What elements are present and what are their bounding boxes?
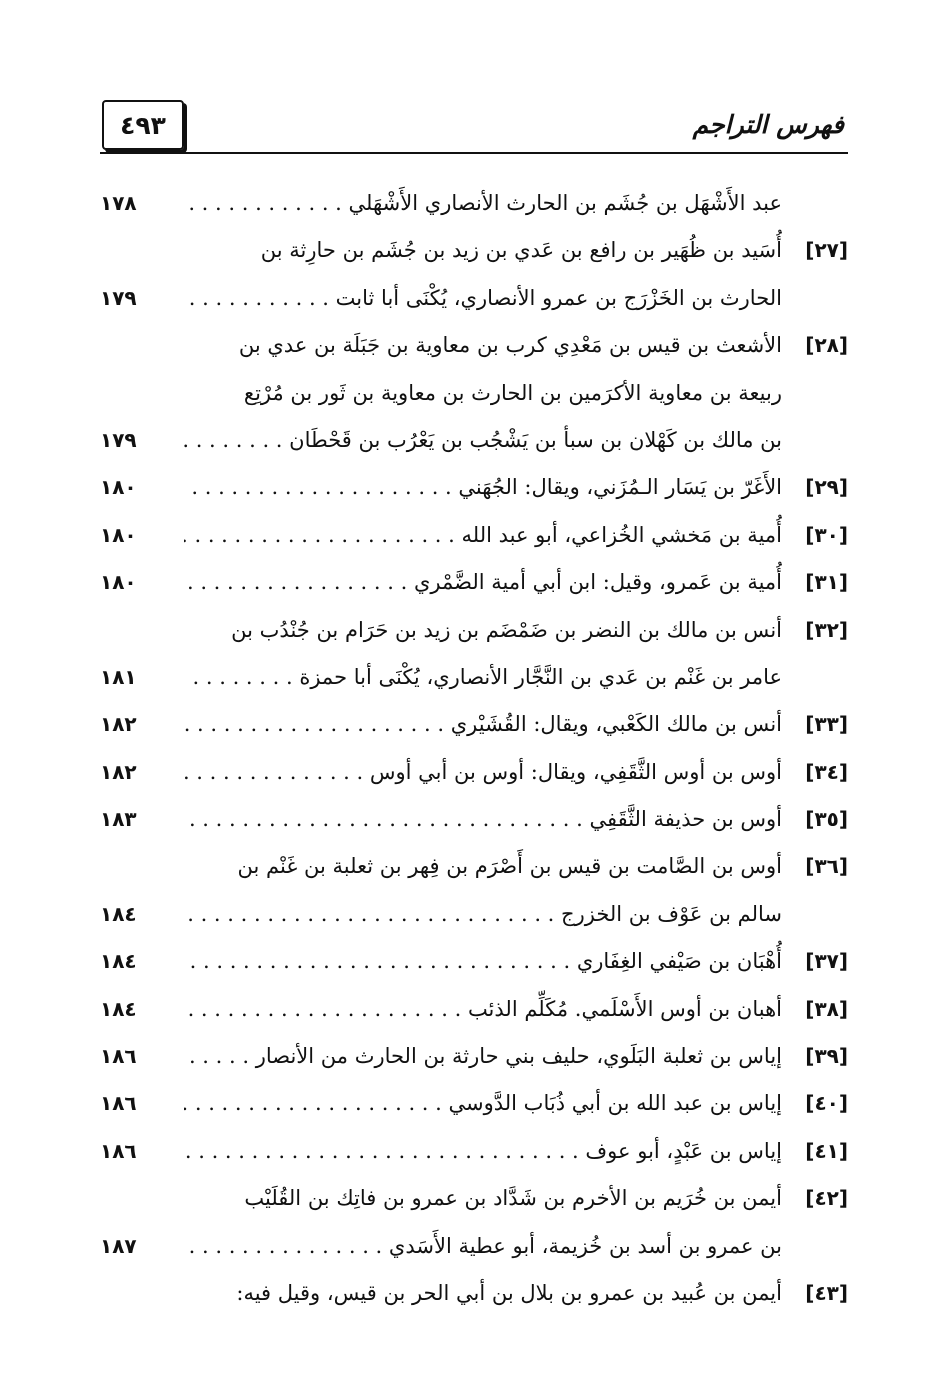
entry-number: [٢٧] <box>805 238 848 263</box>
entry-text: أُهْبَان بن صَيْفي الغِفَاري . . . <box>184 938 782 985</box>
entry-page-ref: ١٨٤ <box>100 901 137 926</box>
entry-number: [٢٩] <box>805 475 848 500</box>
entry-text: الأشعث بن قيس بن مَعْدِي كرب بن معاوية بن جَبَلَة بن عدي بن <box>238 333 782 358</box>
index-entry-line <box>100 1223 848 1270</box>
index-entry-line <box>100 1270 848 1317</box>
entry-text: الأَغَرّ بن يَسَار الـمُزَني، ويقال: الجُهَني . . . <box>184 464 782 511</box>
index-entry-line <box>100 607 848 654</box>
entry-text: أنس بن مالك بن النضر بن ضَمْضَم بن زيد بن حَرَام بن جُنْدُب بن <box>231 617 782 642</box>
entry-number: [٣٤] <box>805 759 848 784</box>
index-entry-line <box>100 891 848 938</box>
entry-page-ref: ١٨٢ <box>100 712 137 737</box>
entry-number: [٣٧] <box>805 949 848 974</box>
entry-text: أيمن بن خُرَيم بن الأخرم بن شَدَّاد بن عمرو بن فاتِك بن القُلَيْب <box>244 1186 782 1211</box>
index-entry-line <box>100 701 848 748</box>
entry-text: أنس بن مالك الكَعْبي، ويقال: القُشَيْري . . . <box>184 701 782 748</box>
index-entry-line <box>100 559 848 606</box>
entry-text: إياس بن ثعلبة البَلَوي، حليف بني حارثة بن الحارث من الأنصار . . . <box>184 1033 782 1080</box>
page-title: فهرس التراجم <box>692 110 844 139</box>
index-entry-line <box>100 1175 848 1222</box>
entry-page-ref: ١٨٦ <box>100 1044 137 1069</box>
entry-number: [٢٨] <box>805 333 848 358</box>
entry-number: [٤٠] <box>805 1091 848 1116</box>
entry-text: عبد الأَشْهَل بن جُشَم بن الحارث الأنصاري الأَشْهَلي . . . <box>184 180 782 227</box>
index-entry-line <box>100 322 848 369</box>
page-header <box>100 98 848 158</box>
entry-text: إياس بن عَبْدٍ، أبو عوف . . . <box>184 1128 782 1175</box>
entry-text: أوس بن حذيفة الثَّقَفِي . . . <box>184 796 782 843</box>
entry-text: بن مالك بن كَهْلان بن سبأ بن يَشْجُب بن يَعْرُب بن قَحْطَان . . . <box>184 417 782 464</box>
index-entry-line <box>100 417 848 464</box>
entry-page-ref: ١٨١ <box>100 664 137 689</box>
entry-number: [٣٦] <box>805 854 848 879</box>
entry-page-ref: ١٧٩ <box>100 285 137 310</box>
entry-text: بن عمرو بن أسد بن خُزيمة، أبو عطية الأَسَدي . . . <box>184 1223 782 1270</box>
entry-number: [٣٥] <box>805 807 848 832</box>
entry-number: [٣٨] <box>805 996 848 1021</box>
entry-page-ref: ١٨٠ <box>100 570 137 595</box>
entry-number: [٣٠] <box>805 522 848 547</box>
header-divider <box>100 152 848 154</box>
entry-text: الحارث بن الخَزْرَج بن عمرو الأنصاري، يُكْنَى أبا ثابت . . . <box>184 275 782 322</box>
entry-text: ربيعة بن معاوية الأكرَمين بن الحارث بن معاوية بن ثَور بن مُرْتِع <box>243 380 782 405</box>
entry-number: [٤٢] <box>805 1186 848 1211</box>
index-entry-line <box>100 464 848 511</box>
entry-page-ref: ١٨٤ <box>100 996 137 1021</box>
index-entry-line <box>100 1128 848 1175</box>
entry-number: [٣٩] <box>805 1044 848 1069</box>
entry-number: [٣٣] <box>805 712 848 737</box>
entry-text: أُمية بن عَمرو، وقيل: ابن أبي أمية الضَّمْري . . . <box>184 559 782 606</box>
index-entry-line <box>100 1080 848 1127</box>
index-entries <box>100 180 848 1317</box>
entry-page-ref: ١٨٣ <box>100 807 137 832</box>
index-entry-line <box>100 227 848 274</box>
entry-number: [٣١] <box>805 570 848 595</box>
entry-text: سالم بن عَوْف بن الخزرج . . . <box>184 891 782 938</box>
index-entry-line <box>100 370 848 417</box>
entry-number: [٤١] <box>805 1138 848 1163</box>
index-entry-line <box>100 796 848 843</box>
entry-page-ref: ١٨٦ <box>100 1091 137 1116</box>
entry-page-ref: ١٨٤ <box>100 949 137 974</box>
entry-text: أهبان بن أوس الأَسْلَمي. مُكَلِّم الذئب . . . <box>184 986 782 1033</box>
entry-page-ref: ١٨٧ <box>100 1233 137 1258</box>
index-entry-line <box>100 180 848 227</box>
entry-number: [٤٣] <box>805 1280 848 1305</box>
index-entry-line <box>100 1033 848 1080</box>
index-entry-line <box>100 938 848 985</box>
index-entry-line <box>100 986 848 1033</box>
index-entry-line <box>100 654 848 701</box>
entry-text: أوس بن الصَّامت بن قيس بن أَصْرَم بن فِهر بن ثعلبة بن غَنْم بن <box>237 854 782 879</box>
index-entry-line <box>100 749 848 796</box>
entry-text: عامر بن غَنْم بن عَدي بن النَّجَّار الأنصاري، يُكْنَى أبا حمزة . . . <box>184 654 782 701</box>
entry-text: أُسَيد بن ظُهَير بن رافع بن عَدي بن زيد بن جُشَم بن حارِثة بن <box>260 238 782 263</box>
index-entry-line <box>100 275 848 322</box>
entry-page-ref: ١٨٦ <box>100 1138 137 1163</box>
index-entry-line <box>100 512 848 559</box>
entry-text: أوس بن أوس الثَّقَفِي، ويقال: أوس بن أبي أوس . . . <box>184 749 782 796</box>
entry-number: [٣٢] <box>805 617 848 642</box>
entry-page-ref: ١٧٨ <box>100 191 137 215</box>
entry-page-ref: ١٨٢ <box>100 759 137 784</box>
entry-text: إياس بن عبد الله بن أبي ذُبَاب الدَّوسي . . . <box>184 1080 782 1127</box>
entry-page-ref: ١٨٠ <box>100 475 137 500</box>
index-entry-line <box>100 843 848 890</box>
entry-text: أيمن بن عُبيد بن عمرو بن بلال بن أبي الحر بن قيس، وقيل فيه: <box>236 1280 782 1305</box>
entry-page-ref: ١٧٩ <box>100 427 137 452</box>
entry-page-ref: ١٨٠ <box>100 522 137 547</box>
entry-text: أُمية بن مَخشي الخُزاعي، أبو عبد الله . . . <box>184 512 782 559</box>
page-number: ٤٩٣ <box>102 100 184 150</box>
